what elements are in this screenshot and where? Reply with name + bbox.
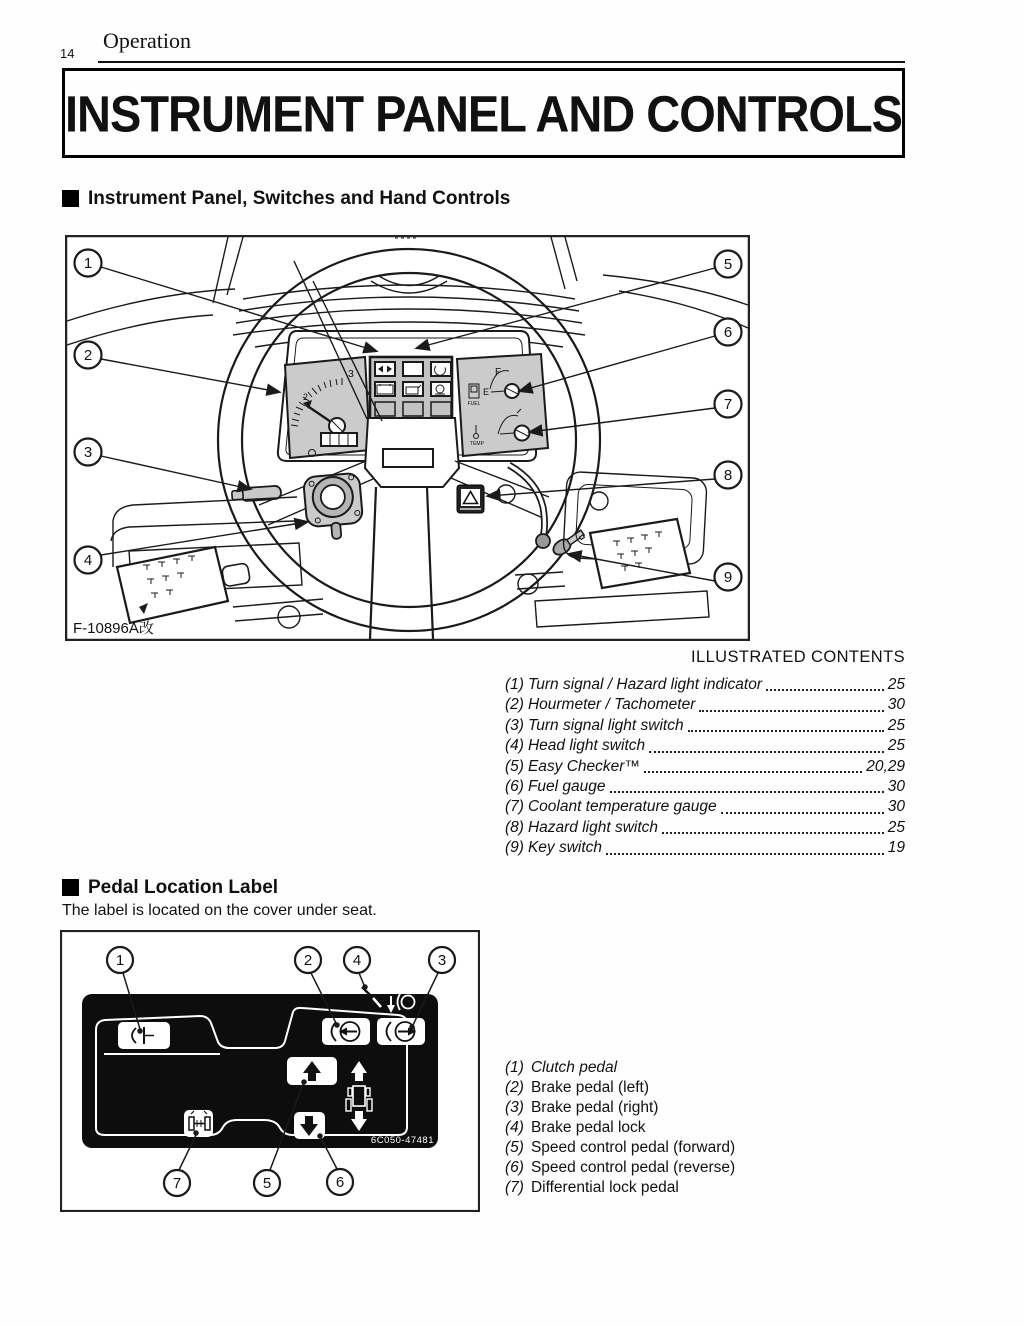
toc-item: (7) Coolant temperature gauge 30 xyxy=(505,798,905,816)
fuel-f: F xyxy=(495,367,502,378)
title-box xyxy=(62,68,905,158)
pedal-label-description: The label is located on the cover under seat. xyxy=(62,902,377,919)
section-heading-pedal-label xyxy=(62,877,278,899)
page-number: 14 xyxy=(60,46,75,61)
svg-text:3: 3 xyxy=(437,952,447,969)
svg-text:2: 2 xyxy=(303,952,313,969)
column-display xyxy=(383,449,433,467)
tach-number-2: 2 xyxy=(303,392,309,402)
label-part-code: 6C050-47481 xyxy=(370,1135,434,1146)
pedal-label-diagram xyxy=(60,930,480,1212)
brake-right-icon xyxy=(377,1018,425,1045)
svg-text:6: 6 xyxy=(723,324,733,341)
leader-dots xyxy=(606,853,884,855)
pedal-item: (7) Differential lock pedal xyxy=(505,1179,679,1196)
header-rule xyxy=(98,61,905,63)
svg-text:7: 7 xyxy=(723,396,733,413)
svg-text:1: 1 xyxy=(83,255,93,272)
heading-square-bullet xyxy=(62,190,79,207)
hazard-switch xyxy=(457,485,484,513)
leader-dots xyxy=(610,791,884,793)
section1-heading-text: Instrument Panel, Switches and Hand Controls xyxy=(88,188,511,209)
svg-text:8: 8 xyxy=(723,467,733,484)
toc-item: (5) Easy Checker™ 20,29 xyxy=(505,757,905,775)
clutch-pedal-icon xyxy=(118,1022,170,1049)
svg-text:5: 5 xyxy=(262,1175,272,1192)
illustrated-contents xyxy=(505,648,905,859)
leader-dots xyxy=(766,689,884,691)
instrument-panel-diagram xyxy=(65,235,750,641)
illustrated-contents-title: ILLUSTRATED CONTENTS xyxy=(691,648,905,666)
toc-item: (2) Hourmeter / Tachometer 30 xyxy=(505,696,905,714)
headlight-switch-lever xyxy=(331,522,341,539)
fuel-e: E xyxy=(483,387,490,397)
fuel-temp-panel xyxy=(457,354,548,456)
chapter-header: Operation xyxy=(103,28,191,53)
brake-left-icon xyxy=(322,1018,370,1045)
toc-item: (1) Turn signal / Hazard light indicator 25 xyxy=(505,676,905,693)
instrument-panel-figure xyxy=(65,235,750,641)
pedal-item: (6) Speed control pedal (reverse) xyxy=(505,1159,736,1176)
pedal-item: (4) Brake pedal lock xyxy=(505,1119,646,1136)
pedal-location-figure xyxy=(60,930,480,1212)
toc-item: (3) Turn signal light switch 25 xyxy=(505,716,905,734)
fuel-label: FUEL xyxy=(467,401,481,407)
toc-item: (9) Key switch 19 xyxy=(505,839,905,857)
leader-dots xyxy=(699,710,883,712)
leader-dots xyxy=(688,730,884,732)
svg-text:5: 5 xyxy=(723,256,733,273)
leader-dots xyxy=(649,751,884,753)
pedal-label-plate xyxy=(82,994,438,1148)
easy-checker-panel xyxy=(370,357,452,419)
toc-item: (8) Hazard light switch 25 xyxy=(505,818,905,836)
page-title: INSTRUMENT PANEL AND CONTROLS xyxy=(65,84,903,142)
leader-dots xyxy=(644,771,862,773)
section2-heading-text: Pedal Location Label xyxy=(88,877,279,898)
svg-text:9: 9 xyxy=(723,569,733,586)
pedal-item: (1) Clutch pedal xyxy=(505,1059,618,1076)
toc-item: (4) Head light switch 25 xyxy=(505,737,905,755)
svg-text:4: 4 xyxy=(83,552,93,569)
leader-dots xyxy=(721,812,884,814)
pedal-legend xyxy=(505,1058,835,1198)
temp-label: TEMP xyxy=(470,441,484,447)
tach-number-3: 3 xyxy=(348,368,354,380)
toc-item: (6) Fuel gauge 30 xyxy=(505,778,905,796)
pedal-item: (2) Brake pedal (left) xyxy=(505,1079,649,1096)
speed-forward-icon xyxy=(287,1057,337,1085)
svg-text:7: 7 xyxy=(172,1175,182,1192)
svg-text:2: 2 xyxy=(83,347,93,364)
svg-text:4: 4 xyxy=(352,952,362,969)
section-heading-instrument-panel xyxy=(62,188,510,210)
svg-text:3: 3 xyxy=(83,444,93,461)
figure1-label: F-10896A改 xyxy=(73,620,154,637)
svg-text:6: 6 xyxy=(335,1174,345,1191)
heading-square-bullet xyxy=(62,879,79,896)
pedal-item: (5) Speed control pedal (forward) xyxy=(505,1139,736,1156)
pedal-item: (3) Brake pedal (right) xyxy=(505,1099,659,1116)
leader-dots xyxy=(662,832,884,834)
svg-text:1: 1 xyxy=(115,952,125,969)
